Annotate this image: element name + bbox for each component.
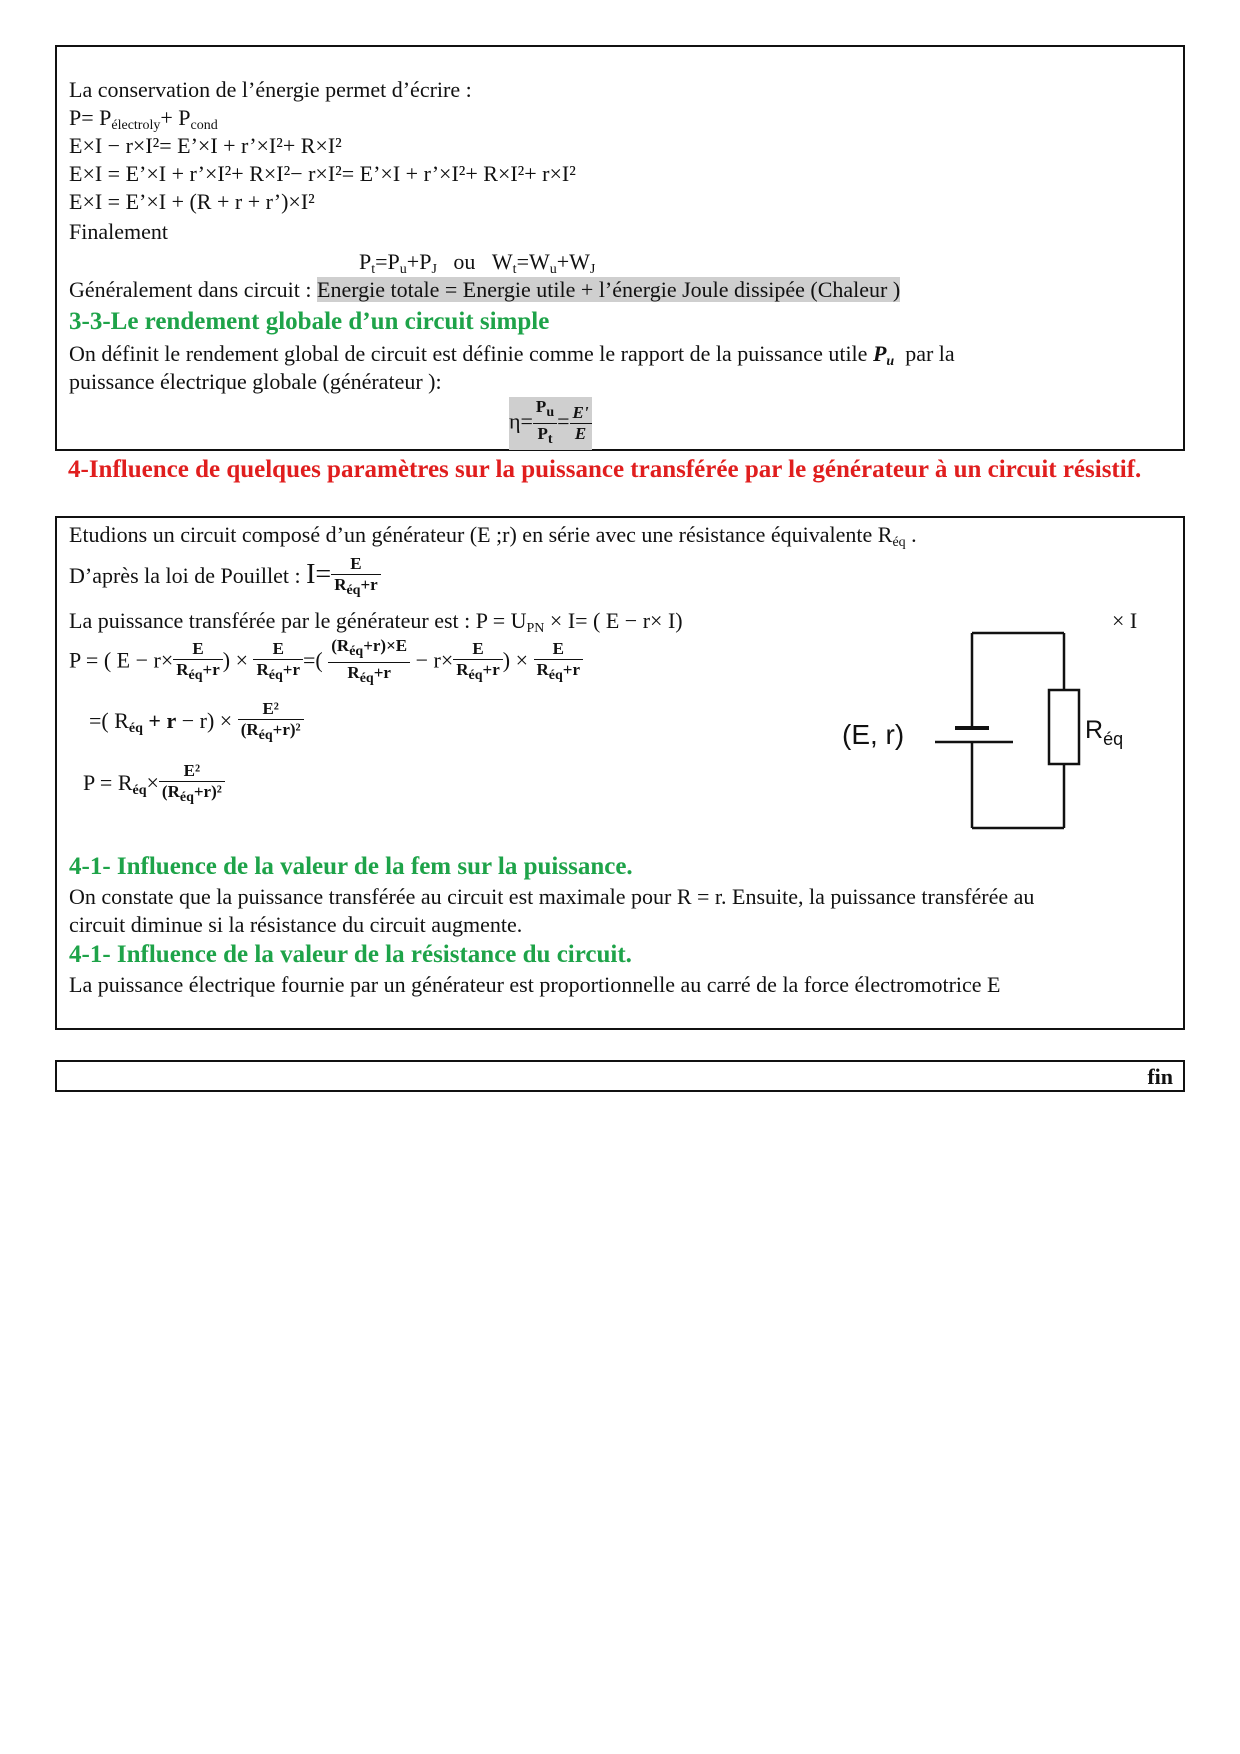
section-4-heading: 4-Influence de quelques paramètres sur la puissance transférée par le générateur à un circuit résistif. — [68, 456, 1142, 483]
section-4-1-heading-a: 4-1- Influence de la valeur de la fem sur la puissance. — [69, 853, 633, 880]
power-work-relation: $P_t=P_u+P_J$ ou $W_t=W_u+W_J$ — [359, 249, 596, 277]
power-expansion-line: P = ( E − r× $\frac{E}{R_{éq}+r}$ ) × $\frac{E}{R_{éq}+r}$ =( $\frac{(R_{éq}+r)\times E}{R_{éq}+r}$ − r× $\frac{E}{R_{éq}+r}$ ) × $\frac{E}{R_{éq}+r}$ — [69, 636, 583, 689]
fem-influence-text-line2: circuit diminue si la résistance du circuit augmente. — [69, 912, 523, 937]
final-power-formula: $P = R_{éq}\times$ $\frac{\text{E²}}{(R_{éq}+r)^2}$ — [83, 758, 225, 816]
section-3-3-heading: 3-3-Le rendement globale d’un circuit simple — [69, 308, 550, 335]
times-I: × I — [1112, 608, 1138, 633]
resistor-symbol — [1049, 690, 1079, 764]
section-4-1-heading-b: 4-1- Influence de la valeur de la résistance du circuit. — [69, 941, 632, 968]
fin-label: fin — [1147, 1064, 1173, 1089]
power-sum-equation: $P= P_{électroly}+ P_{cond}$ — [69, 105, 218, 133]
conservation-intro: La conservation de l’énergie permet d’écrire : — [69, 77, 472, 102]
generator-label: (E, r) — [842, 719, 905, 750]
highlighted-energy-equation: Energie totale = Energie utile + l’énergie Joule dissipée (Chaleur ) — [317, 277, 901, 302]
fem-influence-text-line1: On constate que la puissance transférée au circuit est maximale pour R = r. Ensuite, la puissance transférée au — [69, 884, 1035, 909]
energy-equation-2: E×I = E’×I + r’×I²+ R×I²− r×I²= E’×I + r’×I²+ R×I²+ r×I² — [69, 161, 576, 186]
circuit-diagram — [817, 618, 1147, 848]
energy-equation-1: E×I − r×I²= E’×I + r’×I²+ R×I² — [69, 133, 342, 158]
finalement-label: Finalement — [69, 219, 168, 244]
efficiency-definition-line1: On définit le rendement global de circuit est définie comme le rapport de la puissance utile $P_u$ par la — [69, 341, 955, 369]
resistance-influence-text: La puissance électrique fournie par un générateur est proportionnelle au carré de la force électromotrice E — [69, 972, 1001, 997]
efficiency-formula: η= $\frac{P_u}{P_t}$ = $\frac{E'}{E}$ — [509, 397, 592, 450]
end-box — [55, 1060, 1185, 1092]
resistive-circuit-box — [55, 516, 1185, 1030]
pouillet-law: D’après la loi de Pouillet : I= $\frac{E}{R_{éq}+r}$ — [69, 552, 381, 601]
circuit-intro: Etudions un circuit composé d’un générateur (E ;r) en série avec une résistance équivalente $R_{éq}$ . — [69, 522, 917, 550]
energy-conservation-box — [55, 45, 1185, 451]
transferred-power-expression: La puissance transférée par le générateur est : $P = U_{PN} \times I=$ ( E − r× I) — [69, 608, 683, 636]
resistance-label: $R_{éq}$ — [1085, 716, 1124, 749]
energy-equation-3: E×I = E’×I + (R + r + r’)×I² — [69, 189, 315, 214]
general-energy-statement: Généralement dans circuit : Energie totale = Energie utile + l’énergie Joule dissipée (Chaleur ) — [69, 277, 901, 302]
efficiency-definition-line2: puissance électrique globale (générateur ): — [69, 369, 442, 394]
power-simplified-line: =( $R_{éq} + r - r$) × $\frac{\text{E²}}{(R_{éq}+r)^2}$ — [89, 696, 304, 754]
